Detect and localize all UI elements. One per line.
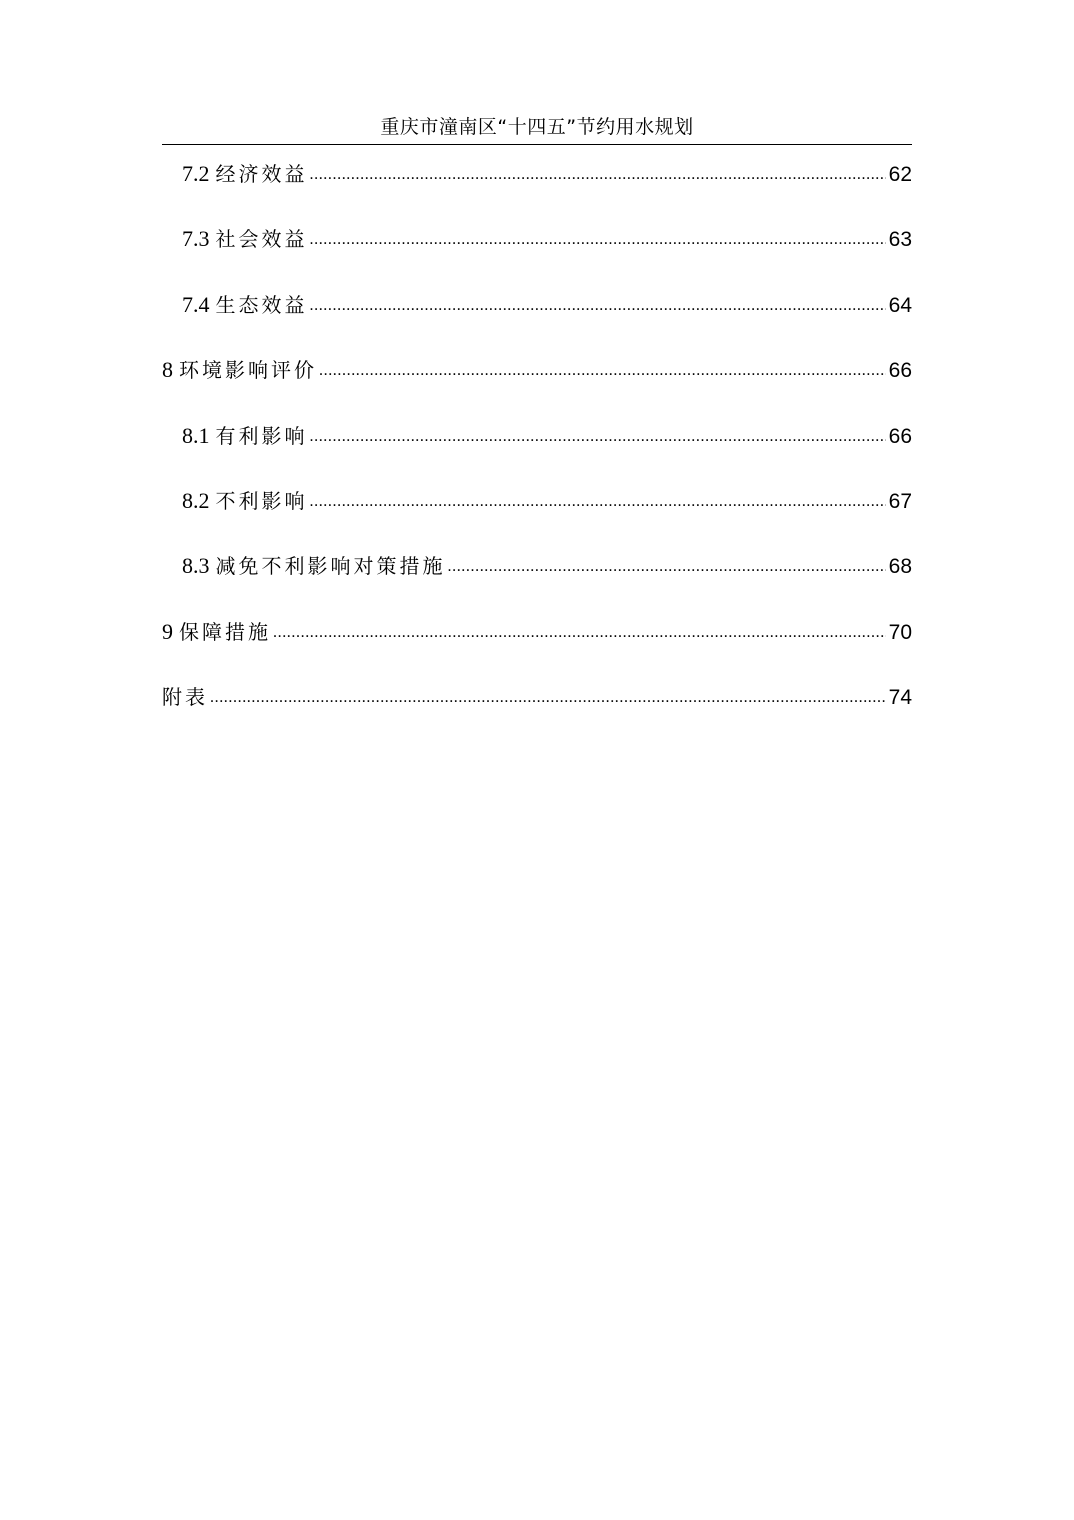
toc-entry-page: 64 (888, 293, 912, 317)
toc-entry-appendix[interactable] (162, 677, 912, 742)
dot-leader (273, 617, 886, 647)
table-of-contents (162, 154, 912, 743)
toc-entry-title: 环境影响评价 (179, 358, 317, 383)
dot-leader (310, 486, 886, 516)
toc-entry-8[interactable] (162, 350, 912, 415)
toc-entry-number: 7.3 (182, 226, 210, 252)
toc-entry-8-1[interactable] (162, 416, 912, 481)
toc-entry-page: 74 (888, 686, 912, 710)
running-header: 重庆市潼南区“十四五”节约用水规划 (162, 112, 912, 145)
toc-entry-7-4[interactable] (162, 285, 912, 350)
toc-entry-number: 8.3 (182, 553, 210, 579)
dot-leader (319, 355, 886, 385)
toc-entry-number: 8 (162, 357, 173, 383)
toc-entry-page: 67 (888, 489, 912, 513)
toc-entry-title: 经济效益 (215, 162, 308, 186)
toc-entry-title: 附表 (162, 685, 208, 710)
toc-entry-7-2[interactable] (162, 154, 912, 219)
toc-entry-title: 减免不利影响对策措施 (215, 554, 446, 579)
toc-entry-number: 8.2 (182, 487, 210, 513)
toc-entry-title: 生态效益 (215, 292, 308, 317)
dot-leader (448, 551, 886, 581)
toc-entry-page: 62 (888, 163, 912, 186)
toc-entry-number: 7.2 (182, 161, 210, 186)
toc-entry-number: 9 (162, 618, 173, 644)
dot-leader (310, 224, 886, 254)
toc-entry-8-2[interactable] (162, 481, 912, 546)
toc-entry-title: 社会效益 (215, 227, 308, 252)
toc-entry-number: 7.4 (182, 291, 210, 317)
toc-entry-title: 有利影响 (215, 423, 308, 448)
toc-entry-number: 8.1 (182, 422, 210, 448)
toc-entry-9[interactable] (162, 612, 912, 677)
dot-leader (310, 290, 886, 320)
toc-entry-page: 68 (888, 555, 912, 579)
toc-entry-page: 70 (888, 620, 912, 644)
dot-leader (210, 682, 886, 712)
toc-entry-title: 不利影响 (215, 488, 308, 513)
toc-entry-title: 保障措施 (179, 619, 271, 644)
toc-entry-7-3[interactable] (162, 219, 912, 284)
dot-leader (310, 159, 886, 189)
toc-entry-8-3[interactable] (162, 546, 912, 611)
toc-entry-page: 66 (888, 359, 912, 383)
toc-entry-page: 66 (888, 424, 912, 448)
dot-leader (310, 421, 886, 451)
toc-entry-page: 63 (888, 228, 912, 252)
